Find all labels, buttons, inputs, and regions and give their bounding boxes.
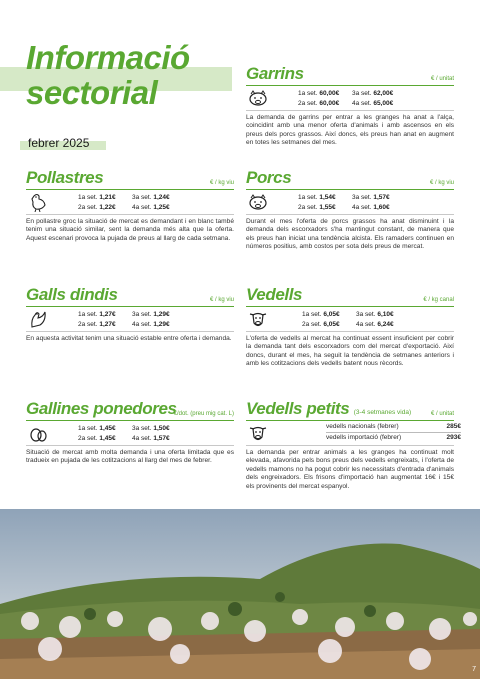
unit-label: € / kg viu xyxy=(209,297,234,303)
section-garrins: Garrins € / unitat 1a set. 60,00€ 2a set. 60,00€ 3a set. 62,00€ 4a set. 65,00€ La demanda de garrins per entrar a les granges ha anat a l'alça, coincidint amb una menor oferta d'animals i amb ascensos en els preus dels porcs grassos. Així doncs, els preus han anat en augment en totes les setmanes del mes. xyxy=(246,64,454,147)
section-galls-dindis: Galls dindis € / kg viu 1a set. 1,27€ 2a set. 1,27€ 3a set. 1,29€ 4a set. 1,29€ En aquesta activitat tenim una situació estable entre oferta i demanda. xyxy=(26,285,234,342)
unit-label: € / kg canal xyxy=(423,297,454,303)
section-title: Pollastres xyxy=(26,168,104,187)
price-row: vedells nacionals (febrer) 285€ xyxy=(326,423,461,433)
calf-icon xyxy=(248,309,268,329)
section-vedells-petits xyxy=(246,399,461,491)
unit-label: € / unitat xyxy=(430,76,454,82)
section-text: En aquesta activitat tenim una situació estable entre oferta i demanda. xyxy=(26,335,232,342)
section-title: Vedells petits (3-4 setmanes vida) xyxy=(246,399,412,418)
section-pollastres: Pollastres € / kg viu 1a set. 1,21€ 2a set. 1,22€ 3a set. 1,24€ 4a set. 1,25€ En pollastre groc la situació de mercat es demandant i en blanc també tenim una situació similar, sent la demanda més alta que la oferta. Aquest escenari provoca la pujada de preus al llarg de cada setmana. xyxy=(26,168,234,242)
section-text: Durant el mes l'oferta de porcs grassos ha anat disminuint i la demanda dels escorxadors s'ha mantingut constant, de manera que els preus han iniciat una tendència alcista. Els ramaders continuen en números positius, amb costos per sota dels preus de mercat. xyxy=(246,218,454,251)
section-text: La demanda de garrins per entrar a les granges ha anat a l'alça, coincidint amb una menor oferta d'animals i amb ascensos en els preus dels porcs grassos. Així doncs, els preus han anat en augment en totes les setmanes del mes. xyxy=(246,114,454,147)
unit-label: € / kg viu xyxy=(209,180,234,186)
section-title: Gallines ponedores xyxy=(26,399,177,418)
unit-label: € / unitat xyxy=(430,411,454,417)
section-title: Galls dindis xyxy=(26,285,118,304)
section-title: Garrins xyxy=(246,64,304,83)
page-number: 7 xyxy=(472,666,476,673)
issue-date: febrer 2025 xyxy=(28,136,90,150)
section-text: La demanda per entrar animals a les granges ha continuat molt elevada, afavorida pels bons preus dels vedells engreixats, i l'oferta de vedells mamons no ha pogut cobrir les necessitats d'entrada d'animals dels engreixadors. Els frisons d'importació han augmentat 16€ i 15€ els provinents del mercat espanyol. xyxy=(246,449,454,490)
section-text: L'oferta de vedells al mercat ha continuat essent insuficient per cobrir la demanda tant dels escorxadors com del mercat d'exportació. Així doncs, durant el mes, ha seguit la tendència de setmanes anteriors i amb les cotitzacions dels vedells batent nous rècords. xyxy=(246,335,454,368)
pig-icon xyxy=(248,192,268,212)
section-vedells: Vedells € / kg canal 1a set. 6,05€ 2a set. 6,05€ 3a set. 6,10€ 4a set. 6,24€ L'oferta de vedells al mercat ha continuat essent insuficient per cobrir la demanda tant dels escorxadors com del mercat d'exportació. Així doncs, durant el mes, ha seguit la tendència de setmanes anteriors i amb les cotitzacions dels vedells batent nous rècords. xyxy=(246,285,454,368)
section-gallines-ponedores: Gallines ponedores €/dot. (preu mig cat. L) 1a set. 1,45€ 2a set. 1,45€ 3a set. 1,50€ 4a set. 1,57€ Situació de mercat amb molta demanda i una oferta limitada que es tradueix en pujada de les cotitzacions al llarg del mes de febrer. xyxy=(26,399,234,465)
unit-label: €/dot. (preu mig cat. L) xyxy=(173,411,234,417)
landscape-photo xyxy=(0,509,480,679)
section-text: En pollastre groc la situació de mercat es demandant i en blanc també tenim una situació similar, sent la demanda més alta que la oferta. Aquest escenari provoca la pujada de preus al llarg de cada setmana. xyxy=(26,218,234,242)
calf-icon xyxy=(248,423,268,443)
page-title: Informació sectorial xyxy=(26,39,190,111)
unit-label: € / kg viu xyxy=(429,180,454,186)
section-title: Porcs xyxy=(246,168,292,187)
pig-icon xyxy=(248,88,268,108)
eggs-icon xyxy=(28,423,48,443)
turkey-icon xyxy=(28,309,48,329)
section-title: Vedells xyxy=(246,285,303,304)
section-subtitle: (3-4 setmanes vida) xyxy=(353,409,412,416)
section-text: Situació de mercat amb molta demanda i una oferta limitada que es tradueix en pujada de les cotitzacions al llarg del mes de febrer. xyxy=(26,449,234,465)
price-row: vedells importació (febrer) 293€ xyxy=(326,434,461,441)
chicken-icon xyxy=(28,192,48,212)
section-porcs: Porcs € / kg viu 1a set. 1,54€ 2a set. 1,55€ 3a set. 1,57€ 4a set. 1,60€ Durant el mes l'oferta de porcs grassos ha anat disminuint i la demanda dels escorxadors s'ha mantingut constant, de manera que els preus han iniciat una tendència alcista. Els ramaders continuen en números positius, amb costos per sota dels preus de mercat. xyxy=(246,168,454,251)
